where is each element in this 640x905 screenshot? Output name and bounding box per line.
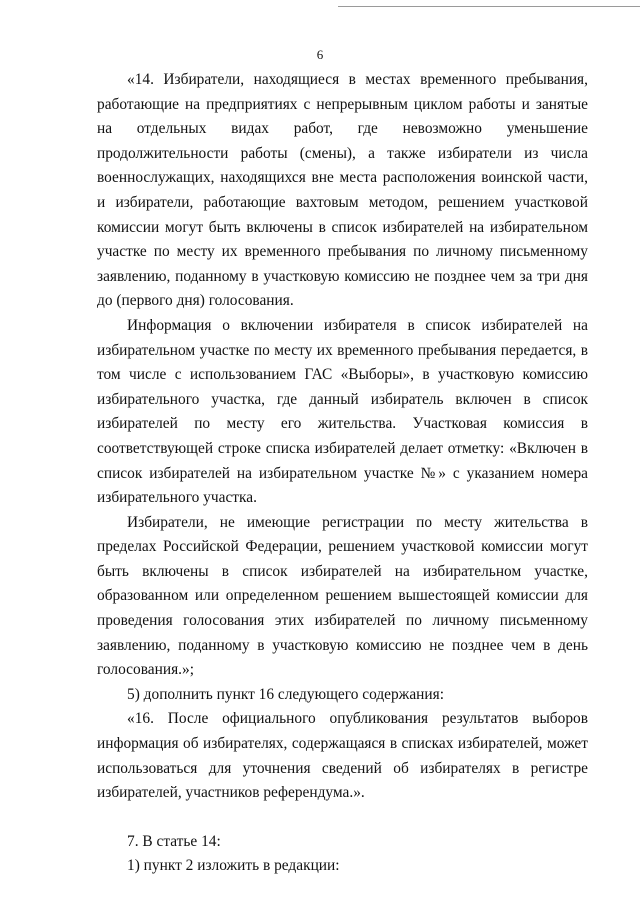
top-border-line: [338, 6, 640, 7]
paragraph-amend-item-16: 5) дополнить пункт 16 следующего содержания:: [127, 685, 444, 703]
document-body: [97, 68, 588, 879]
page-number: 6: [316, 47, 324, 62]
paragraph-spacer: [97, 806, 588, 830]
paragraph-amend-item-2: 1) пункт 2 изложить в редакции:: [127, 857, 340, 875]
paragraph-item-14: «14. Избиратели, находящиеся в местах временного пребывания, работающие на предприятиях с непрерывным циклом работы и занятые на отдельных видах работ, где невозможно уменьшение продолжительности работы (смены), а также избиратели из числа военнослужащих, находящихся вне места расположения воинской части, и избиратели, работающие вахтовым методом, решением участковой комиссии могут быть включены в список избирателей на избирательном участке по месту их временного пребывания по личному письменному заявлению, поданному в участковую комиссию не позднее чем за три дня до (первого дня) голосования.: [97, 71, 588, 310]
paragraph-gas-vybory: Информация о включении избирателя в список избирателей на избирательном участке по месту их временного пребывания передается, в том числе с использованием ГАС «Выборы», в участковую комиссию избирательного участка, где данный избиратель включен в список избирателей по месту его жительства. Участковая комиссия в соответствующей строке списка избирателей делает отметку: «Включен в список избирателей на избирательном участке №» с указанием номера избирательного участка.: [97, 316, 588, 507]
paragraph-no-registration: Избиратели, не имеющие регистрации по месту жительства в пределах Российской Федерации, решением участковой комиссии могут быть включены в список избирателей на избирательном участке, образованном или определенном решением вышестоящей комиссии для проведения голосования этих избирателей по личному письменному заявлению, поданному в участковую комиссию не позднее чем в день голосования.»;: [97, 513, 588, 679]
paragraph-item-16: «16. После официального опубликования результатов выборов информация об избирателях, содержащаяся в списках избирателей, может использоваться для уточнения сведений об избирателях в регистре избирателей, участников референдума.».: [97, 710, 588, 802]
paragraph-article-14: 7. В статье 14:: [127, 832, 221, 850]
